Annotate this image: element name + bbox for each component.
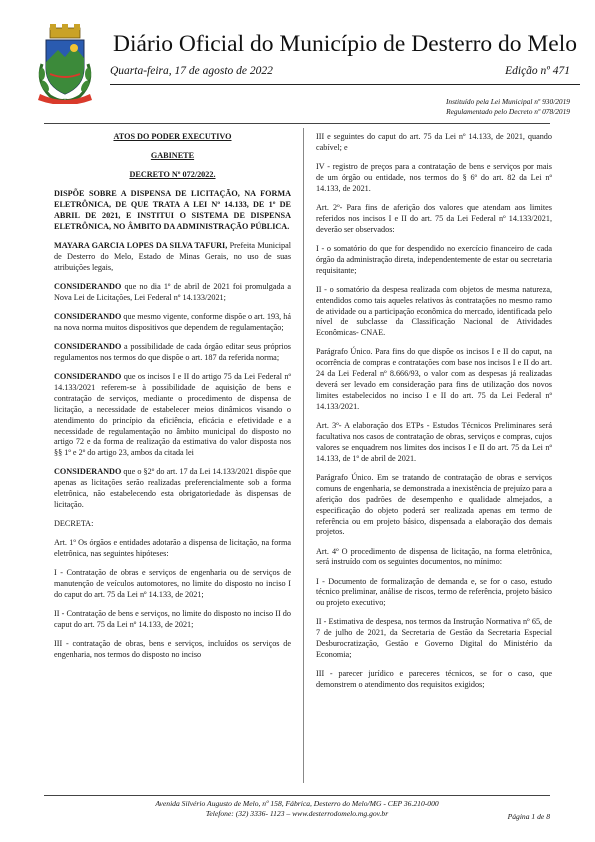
mayor-name: MAYARA GARCIA LOPES DA SILVA TAFURI,: [54, 241, 228, 251]
subsection-heading: GABINETE: [150, 151, 195, 161]
decree-number: DECRETO Nº 072/2022.: [129, 170, 216, 180]
footer-contact: Telefone: (32) 3336- 1123 – www.desterrodomelo.mg.gov.br: [205, 809, 389, 818]
right-column: [316, 132, 552, 699]
section-heading: ATOS DO PODER EXECUTIVO: [113, 132, 232, 141]
institution-decree: Regulamentado pelo Decreto nº 078/2019: [446, 107, 570, 116]
page-number: Página 1 de 8: [507, 812, 550, 821]
paragraph: I - Documento de formalização de demanda e, se for o caso, estudo técnico preliminar, análise de riscos, termo de referência, projeto básico ou projeto executivo;: [316, 576, 552, 608]
whereas-clause: CONSIDERANDO a possibilidade de cada órgão editar seus próprios regulamentos nos termos do que dispõe o art. 187 da referida norma;: [54, 342, 291, 362]
footer-divider: [44, 795, 550, 796]
whereas-clause: CONSIDERANDO que mesmo vigente, conforme dispõe o art. 193, há na nova norma muitos dispositivos que dependem de regulamentação;: [54, 312, 291, 332]
gazette-title: Diário Oficial do Município de Desterro do Melo: [112, 31, 577, 57]
edition-number: Edição nº 471: [505, 65, 570, 77]
institution-note: [446, 97, 570, 117]
decreta-heading: DECRETA:: [54, 519, 94, 529]
footer: [44, 799, 550, 819]
paragraph: I - o somatório do que for despendido no exercício financeiro de cada órgão da administração direta, independentemente de estar ou secretaria requisitante;: [316, 243, 552, 275]
gazette-header: [30, 24, 577, 116]
footer-address: Avenida Silvério Augusto de Melo, nº 158, Fábrica, Desterro do Melo/MG - CEP 36.210-000: [155, 799, 439, 808]
content-top-divider: [44, 123, 550, 124]
article-2: Art. 2º- Para fins de aferição dos valores que atendam aos limites referidos nos incisos I e II do art. 75 da Lei Federal nº 14.133/2021, deverão ser observados:: [316, 202, 552, 234]
decree-summary: DISPÕE SOBRE A DISPENSA DE LICITAÇÃO, NA FORMA ELETRÔNICA, DE QUE TRATA A LEI Nº 14.133, DE 1º DE ABRIL DE 2021, E INSTITUI O SISTEMA DE DISPENSA ELETRÔNICA, NO ÂMBITO DA ADMINISTRAÇÃO PÚBLICA.: [54, 189, 291, 231]
article-3: Art. 3º- A elaboração dos ETPs - Estudos Técnicos Preliminares será facultativa nos casos de contratação de obras, serviços e compras, cujos valores se enquadrem nos limites dos incisos I e II do art. 75 da Lei nº 14.133, de 1º de abril de 2021.: [316, 421, 552, 463]
whereas-clause: CONSIDERANDO que o §2º do art. 17 da Lei 14.133/2021 dispõe que apenas as licitações serão realizadas preferencialmente sob a forma eletrônica, não estabelecendo esta obrigatoriedade às dispensas de licitação.: [54, 467, 291, 510]
article-1-item: I - Contratação de obras e serviços de engenharia ou de serviços de manutenção de veículos automotores, no limite do disposto no inciso I do caput do art. 75 da Lei nº 14.133, de 2021;: [54, 568, 291, 600]
issue-date: Quarta-feira, 17 de agosto de 2022: [110, 65, 273, 77]
paragraph: III e seguintes do caput do art. 75 da Lei nº 14.133, de 2021, quando cabível; e: [316, 132, 552, 152]
whereas-clause: CONSIDERANDO que no dia 1º de abril de 2021 foi promulgada a Nova Lei de Licitações, Lei Federal nº 14.133/2021;: [54, 282, 291, 302]
article-1-item: II - Contratação de bens e serviços, no limite do disposto no inciso II do caput do art. 75 da Lei nº 14.133, de 2021;: [54, 609, 291, 630]
paragraph: II - Estimativa de despesa, nos termos da Instrução Normativa nº 65, de 7 de julho de 2021, da Secretaria de Gestão da Secretaria Especial Desburocratização, Gestão e Governo Digital do Ministério da Economia;: [316, 617, 552, 660]
left-column: [54, 132, 291, 669]
paragraph: III - parecer jurídico e pareceres técnicos, se for o caso, que demonstrem o atendimento dos requisitos exigidos;: [316, 669, 552, 690]
header-divider: [110, 84, 580, 85]
paragraph: Parágrafo Único. Para fins do que dispõe os incisos I e II do caput, na ocorrência de compras e contratações com base nos incisos I e II do art. 24 da Lei Federal nº 8.666/93, o valor com as despesas já realizadas deverá ser levado em consideração para fins de utilização dos novos limites estabelecidos no inciso I e II do art. 75 da Lei Federal nº 14.133/2021.: [316, 347, 552, 411]
municipal-coat-of-arms-icon: [32, 24, 98, 104]
column-divider: [303, 128, 304, 783]
article-4: Art. 4º O procedimento de dispensa de licitação, na forma eletrônica, será instruído com os seguintes documentos, no mínimo:: [316, 546, 552, 567]
article-1: Art. 1º Os órgãos e entidades adotarão a dispensa de licitação, na forma eletrônica, nas seguintes hipóteses:: [54, 538, 291, 559]
paragraph: Parágrafo Único. Em se tratando de contratação de obras e serviços comuns de engenharia, se demonstrada a inexistência de prejuízo para a aferição dos padrões de desempenho e qualidade almejados, a especificação do objeto poderá ser realizada apenas em termo de referência ou em projeto básico, dispensada a elaboração dos demais projetos.: [316, 472, 552, 537]
whereas-clause: CONSIDERANDO que os incisos I e II do artigo 75 da Lei Federal nº 14.133/2021 referem-se à possibilidade de aquisição de bens e contratação de serviços, mediante o procedimento de dispensa de licitação, a necessidade de estabelecer meios dinâmicos visando o atendimento do princípio da eficiência, eficácia e efetividade e a necessidade de regulamentação no âmbito municipal do disposto no artigo 72 e da forma de realização da estimativa do valor disposta nos §§ 1º e 2º do artigo 23, ambos da citada lei: [54, 372, 291, 458]
mayor-text: Prefeita Municipal de Desterro do Melo, Estado de Minas Gerais, no uso de suas atribuições legais,: [54, 241, 291, 272]
institution-law: Instituído pela Lei Municipal nº 930/2019: [445, 97, 570, 106]
article-1-item: III - contratação de obras, bens e serviços, incluídos os serviços de engenharia, nos termos do disposto no inciso: [54, 639, 291, 660]
paragraph: II - o somatório da despesa realizada com objetos de mesma natureza, entendidos como tais aqueles relativos às contratações no mesmo ramo de atividade ou a participação econômica do mercado, identificada pelo nível de subclasse da Classificação Nacional de Atividades Econômicas- CNAE.: [316, 284, 552, 338]
paragraph: IV - registro de preços para a contratação de bens e serviços por mais de um órgão ou entidade, nos termos do § 6º do art. 82 da Lei nº 14.133, de 2021.: [316, 162, 552, 193]
preamble: [54, 241, 291, 274]
